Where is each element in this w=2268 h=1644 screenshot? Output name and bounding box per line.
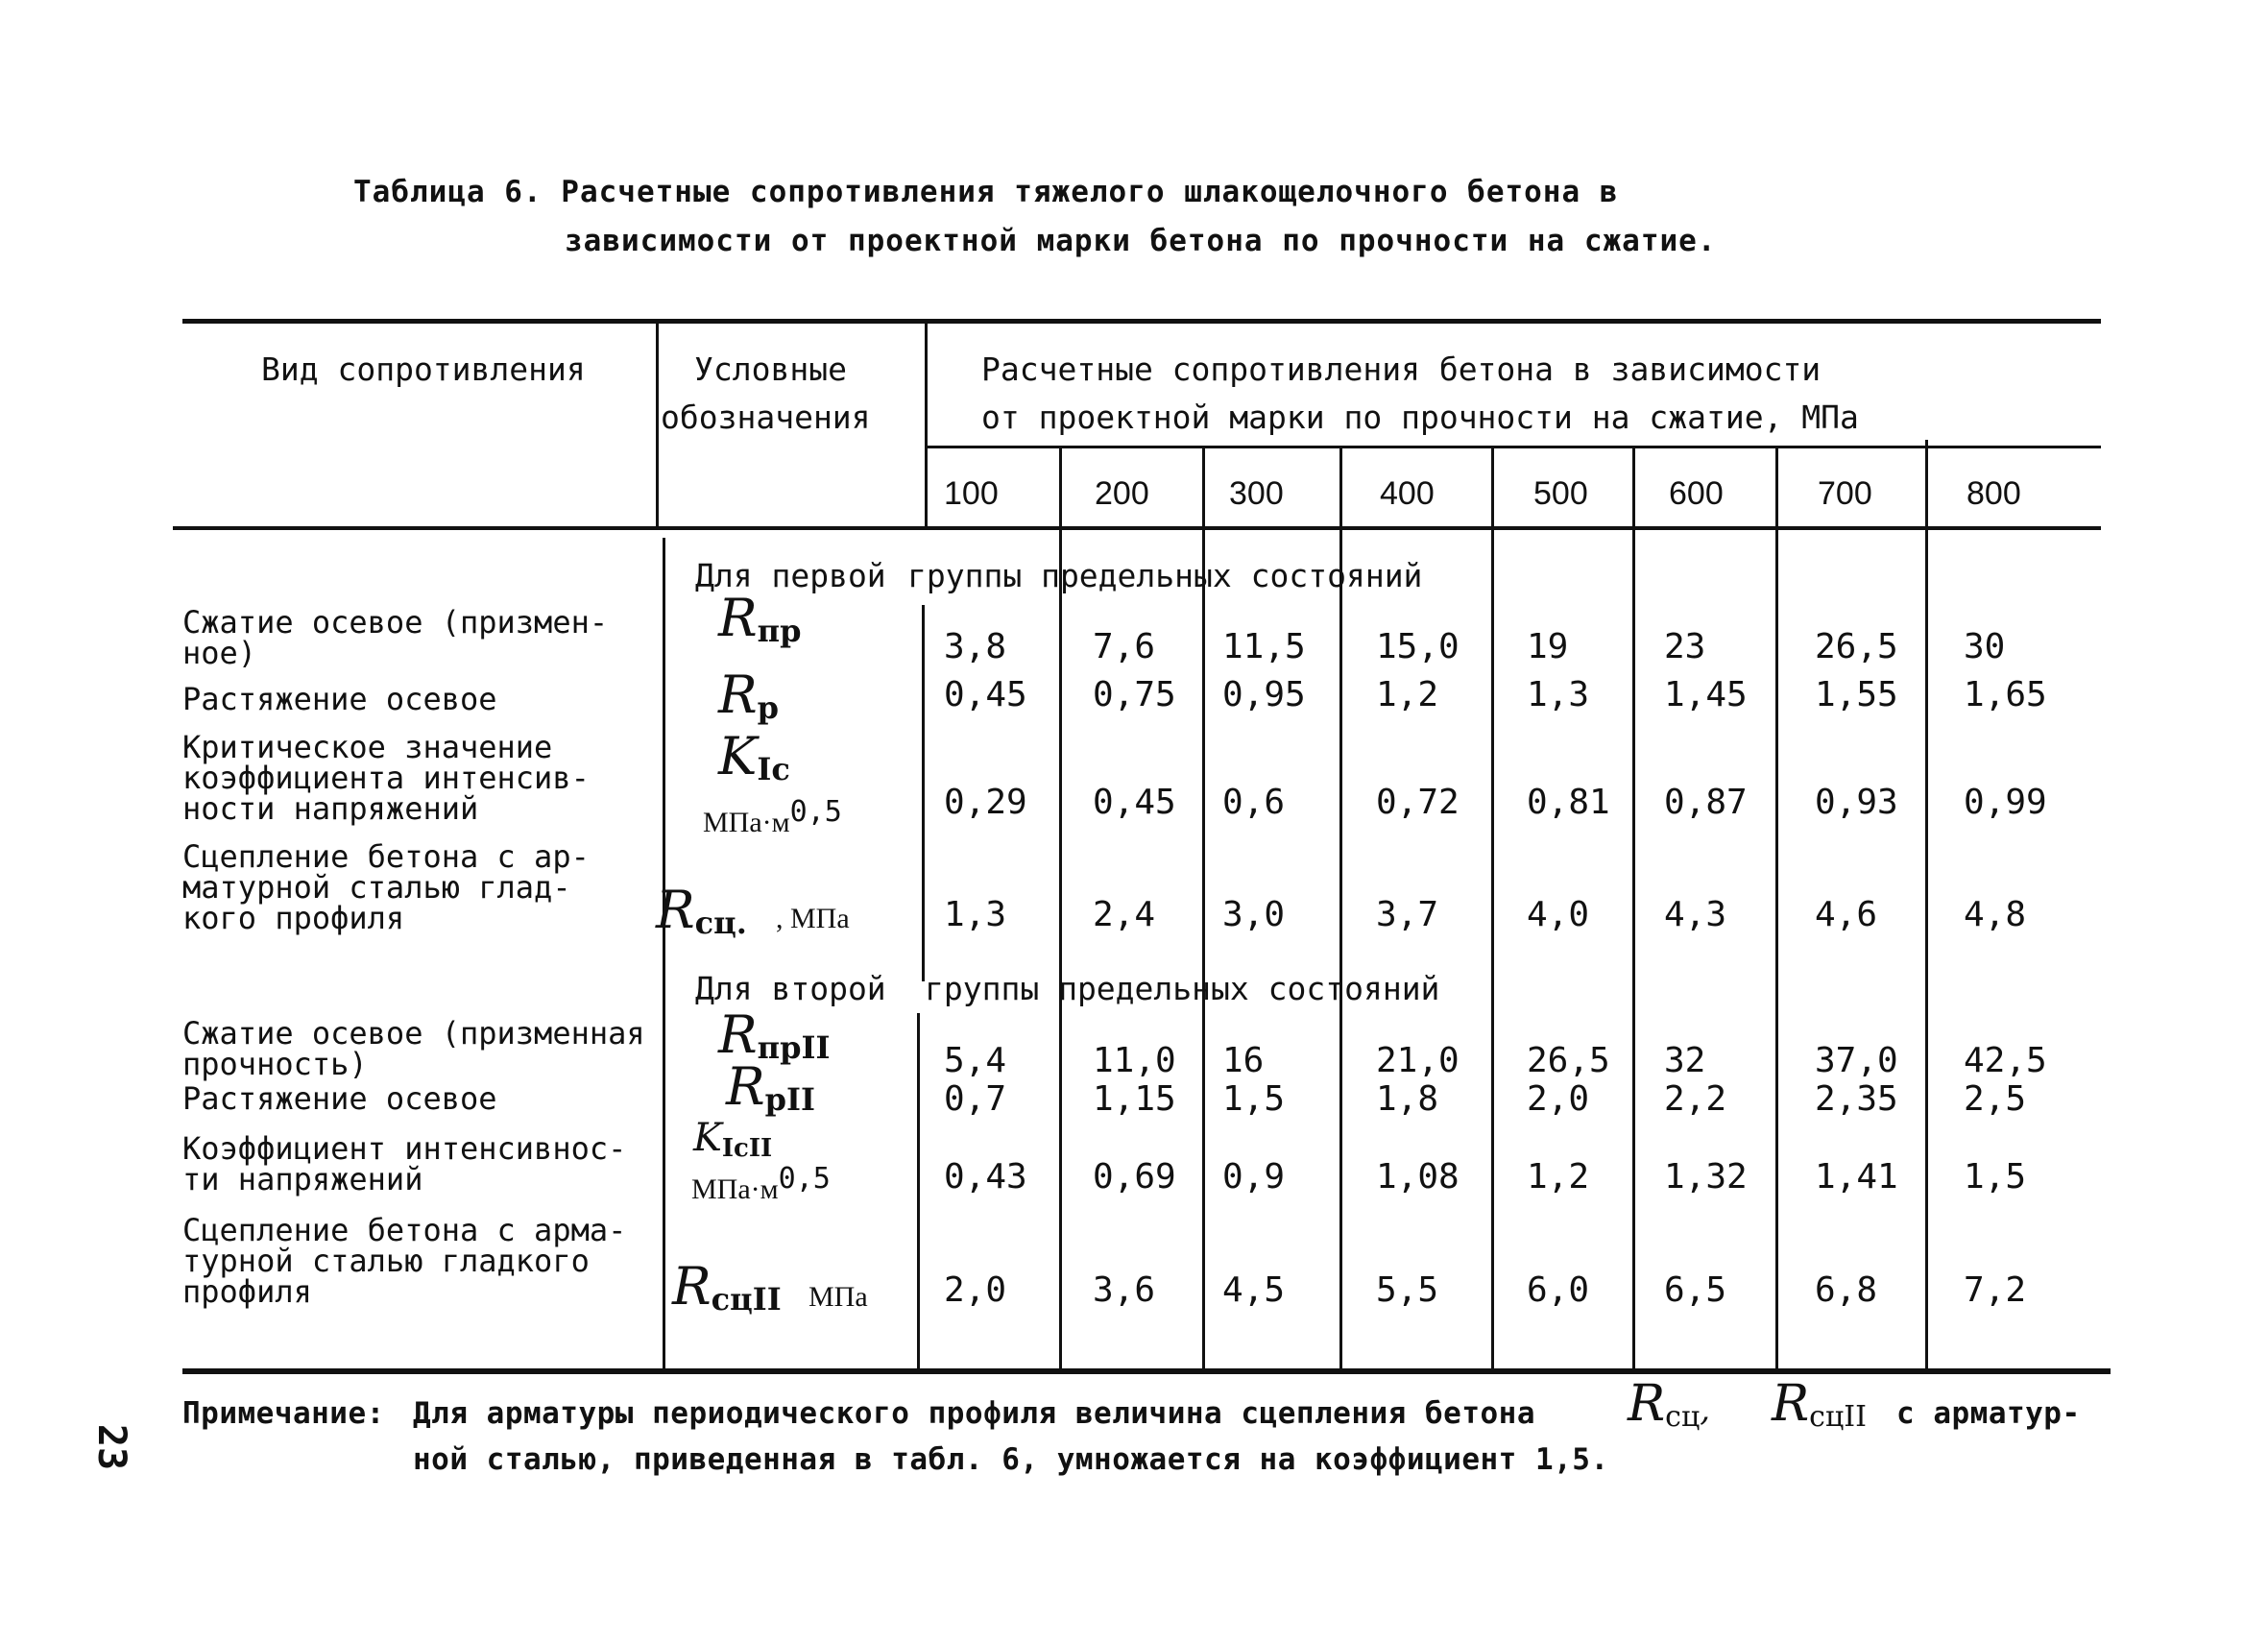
table-caption-line2: зависимости от проектной марки бетона по прочности на сжатие.: [565, 224, 1717, 258]
value-cell-g1-r2-c3: 0,95: [1222, 675, 1306, 714]
value-cell-g2-r4-c7: 6,8: [1815, 1270, 1878, 1310]
g1-row1-name: Сжатие осевое (призмен- ное): [182, 604, 609, 671]
g1-row4-unit: , МПа: [776, 903, 850, 934]
value-cell-g2-r1-c8: 42,5: [1964, 1041, 2047, 1080]
col-divider-6: [1491, 447, 1494, 1369]
group2-title-b: группы предельных состояний: [925, 970, 1440, 1007]
value-cell-g2-r1-c7: 37,0: [1815, 1041, 1898, 1080]
g1-row2-name: Растяжение осевое: [182, 681, 497, 717]
g2-row3-symbol: [693, 1116, 772, 1163]
note-symbol-1-sub: сц: [1665, 1400, 1701, 1434]
value-cell-g2-r4-c8: 7,2: [1964, 1270, 2027, 1310]
value-cell-g1-r1-c6: 23: [1664, 627, 1706, 666]
g1-row3-symbol-letter: K: [718, 726, 758, 786]
value-cell-g1-r1-c7: 26,5: [1815, 627, 1898, 666]
value-cell-g1-r2-c8: 1,65: [1964, 675, 2047, 714]
g2-row4-unit: МПа: [808, 1281, 868, 1313]
value-cell-g1-r1-c2: 7,6: [1093, 627, 1156, 666]
value-cell-g2-r3-c6: 1,32: [1664, 1157, 1748, 1197]
header-col-resistance-type: Вид сопротивления: [261, 351, 586, 388]
note-symbol-2: [1772, 1375, 1867, 1434]
mark-header-600: 600: [1669, 475, 1724, 512]
value-cell-g1-r4-c7: 4,6: [1815, 895, 1878, 934]
header-col-symbols-line2: обозначения: [661, 399, 871, 436]
g1-row1-symbol-letter: R: [718, 588, 758, 648]
value-cell-g2-r2-c5: 2,0: [1527, 1079, 1590, 1119]
mark-header-200: 200: [1095, 475, 1149, 512]
note-line1-end: с арматур-: [1896, 1396, 2081, 1431]
g2-row4-symbol: [672, 1256, 782, 1318]
value-cell-g2-r1-c5: 26,5: [1527, 1041, 1610, 1080]
note-symbol-1: $R_{сц}$,: [1628, 1375, 1711, 1434]
note-symbol-1-letter: R: [1628, 1375, 1666, 1433]
value-cell-g1-r3-c3: 0,6: [1222, 783, 1286, 822]
value-cell-g1-r2-c7: 1,55: [1815, 675, 1898, 714]
col-divider-7: [1632, 447, 1635, 1369]
header-col-symbols-line1: Условные: [694, 351, 847, 388]
header-bottom-rule: [173, 526, 2101, 530]
mark-header-300: 300: [1229, 475, 1284, 512]
value-cell-g2-r2-c6: 2,2: [1664, 1079, 1727, 1119]
col-divider-9: [1925, 440, 1928, 1369]
col-divider-1: [656, 323, 659, 526]
g2-row1-name: Сжатие осевое (призменная прочность): [182, 1015, 645, 1082]
value-cell-g1-r1-c5: 19: [1527, 627, 1569, 666]
value-cell-g1-r3-c4: 0,72: [1376, 783, 1460, 822]
g2-row4-symbol-sub: сцII: [711, 1281, 782, 1318]
g1-row4-symbol-sub: сц.: [694, 905, 747, 941]
value-cell-g1-r1-c1: 3,8: [944, 627, 1007, 666]
value-cell-g2-r3-c2: 0,69: [1093, 1157, 1176, 1197]
value-cell-g2-r3-c7: 1,41: [1815, 1157, 1898, 1197]
g2-row2-name: Растяжение осевое: [182, 1080, 497, 1117]
g2-row2-symbol-letter: R: [726, 1056, 765, 1117]
g1-row1-symbol-sub: пр: [757, 613, 802, 649]
table-bottom-rule: [182, 1368, 2111, 1374]
value-cell-g1-r2-c1: 0,45: [944, 675, 1027, 714]
col-divider-2b: [922, 605, 925, 981]
value-cell-g1-r2-c6: 1,45: [1664, 675, 1748, 714]
note-line2: ной сталью, приведенная в табл. 6, умножается на коэффициент 1,5.: [413, 1442, 1609, 1477]
value-cell-g2-r4-c4: 5,5: [1376, 1270, 1439, 1310]
g1-row1-symbol: [718, 588, 801, 649]
value-cell-g1-r4-c4: 3,7: [1376, 895, 1439, 934]
header-col-values-line1: Расчетные сопротивления бетона в зависимости: [981, 351, 1822, 388]
note-symbol-2-letter: R: [1772, 1375, 1810, 1433]
g1-row2-symbol: [718, 665, 779, 726]
value-cell-g2-r1-c3: 16: [1222, 1041, 1265, 1080]
value-cell-g2-r3-c1: 0,43: [944, 1157, 1027, 1197]
value-cell-g1-r2-c2: 0,75: [1093, 675, 1176, 714]
g2-row1-symbol-letter: R: [718, 1004, 758, 1065]
mark-header-800: 800: [1966, 475, 2021, 512]
note-symbol-2-sub: сцII: [1809, 1400, 1867, 1434]
value-cell-g2-r3-c8: 1,5: [1964, 1157, 2027, 1197]
value-cell-g1-r3-c5: 0,81: [1527, 783, 1610, 822]
value-cell-g2-r4-c1: 2,0: [944, 1270, 1007, 1310]
value-cell-g1-r3-c8: 0,99: [1964, 783, 2047, 822]
table-top-rule: [182, 319, 2101, 324]
g1-row2-symbol-sub: p: [757, 689, 780, 726]
value-cell-g1-r4-c8: 4,8: [1964, 895, 2027, 934]
g1-row3-symbol-sub: Ic: [757, 751, 790, 787]
g2-row1-symbol-sub: прII: [757, 1029, 831, 1066]
group1-title-b: группы предельных состояний: [907, 557, 1423, 594]
value-cell-g2-r3-c3: 0,9: [1222, 1157, 1286, 1197]
value-cell-g2-r1-c2: 11,0: [1093, 1041, 1176, 1080]
value-cell-g2-r4-c5: 6,0: [1527, 1270, 1590, 1310]
value-cell-g2-r2-c4: 1,8: [1376, 1079, 1439, 1119]
value-cell-g2-r2-c7: 2,35: [1815, 1079, 1898, 1119]
g2-row3-unit: [691, 1162, 831, 1206]
value-cell-g2-r2-c8: 2,5: [1964, 1079, 2027, 1119]
g1-row3-unit-exp: 0,5: [789, 795, 842, 829]
value-cell-g1-r4-c3: 3,0: [1222, 895, 1286, 934]
table-caption-line1: Таблица 6. Расчетные сопротивления тяжелого шлакощелочного бетона в: [353, 175, 1619, 209]
value-cell-g1-r3-c6: 0,87: [1664, 783, 1748, 822]
value-cell-g1-r1-c3: 11,5: [1222, 627, 1306, 666]
col-divider-8: [1775, 447, 1778, 1369]
value-cell-g1-r3-c2: 0,45: [1093, 783, 1176, 822]
g1-row3-unit-text: МПа·м: [703, 807, 790, 838]
g1-row3-symbol: [718, 726, 790, 787]
group1-title-a: Для первой: [695, 557, 886, 594]
value-cell-g1-r4-c2: 2,4: [1093, 895, 1156, 934]
g1-row4-name: Сцепление бетона с ар- матурной сталью глад- кого профиля: [182, 838, 590, 936]
g2-row3-symbol-sub: IcII: [721, 1134, 773, 1163]
value-cell-g2-r3-c4: 1,08: [1376, 1157, 1460, 1197]
value-cell-g2-r1-c1: 5,4: [944, 1041, 1007, 1080]
g2-row3-unit-text: МПа·м: [691, 1173, 779, 1205]
value-cell-g1-r3-c1: 0,29: [944, 783, 1027, 822]
value-cell-g1-r4-c1: 1,3: [944, 895, 1007, 934]
g1-row4-symbol: [656, 880, 747, 941]
g2-row2-symbol-sub: pII: [764, 1081, 815, 1118]
value-cell-g2-r2-c3: 1,5: [1222, 1079, 1286, 1119]
g1-row2-symbol-letter: R: [718, 665, 758, 725]
value-cell-g1-r1-c8: 30: [1964, 627, 2006, 666]
col-divider-2: [925, 323, 928, 526]
value-cell-g1-r3-c7: 0,93: [1815, 783, 1898, 822]
mark-header-500: 500: [1533, 475, 1588, 512]
header-col-values-line2: от проектной марки по прочности на сжатие, МПа: [981, 399, 1859, 436]
page-number: 23: [89, 1423, 134, 1471]
value-cell-g2-r3-c5: 1,2: [1527, 1157, 1590, 1197]
g2-row4-symbol-letter: R: [672, 1256, 712, 1317]
g2-row4-name: Сцепление бетона с арма- турной сталью гладкого профиля: [182, 1212, 627, 1310]
value-cell-g2-r4-c3: 4,5: [1222, 1270, 1286, 1310]
g2-row3-unit-exp: 0,5: [778, 1162, 831, 1196]
value-cell-g1-r2-c4: 1,2: [1376, 675, 1439, 714]
value-cell-g1-r1-c4: 15,0: [1376, 627, 1460, 666]
mark-header-100: 100: [944, 475, 999, 512]
g1-row3-name: Критическое значение коэффициента интенсив- ности напряжений: [182, 729, 590, 827]
value-cell-g2-r4-c2: 3,6: [1093, 1270, 1156, 1310]
col-divider-1b: [663, 538, 665, 1369]
value-cell-g2-r2-c2: 1,15: [1093, 1079, 1176, 1119]
value-cell-g2-r4-c6: 6,5: [1664, 1270, 1727, 1310]
value-cell-g1-r2-c5: 1,3: [1527, 675, 1590, 714]
note-line1: Для арматуры периодического профиля величина сцепления бетона: [413, 1396, 1535, 1431]
value-cell-g2-r2-c1: 0,7: [944, 1079, 1007, 1119]
g2-row3-symbol-letter: K: [693, 1116, 722, 1160]
mark-header-400: 400: [1380, 475, 1435, 512]
value-cell-g2-r1-c6: 32: [1664, 1041, 1706, 1080]
g2-row3-name: Коэффициент интенсивнос- ти напряжений: [182, 1130, 627, 1197]
note-label: Примечание:: [182, 1396, 385, 1431]
g2-row2-symbol: [726, 1056, 815, 1118]
value-cell-g1-r4-c6: 4,3: [1664, 895, 1727, 934]
g1-row4-symbol-letter: R: [656, 880, 695, 940]
g1-row3-unit: [703, 795, 842, 839]
col-divider-2c: [917, 1013, 920, 1368]
mark-header-700: 700: [1818, 475, 1872, 512]
value-cell-g1-r4-c5: 4,0: [1527, 895, 1590, 934]
value-cell-g2-r1-c4: 21,0: [1376, 1041, 1460, 1080]
group2-title-a: Для второй: [695, 970, 886, 1007]
